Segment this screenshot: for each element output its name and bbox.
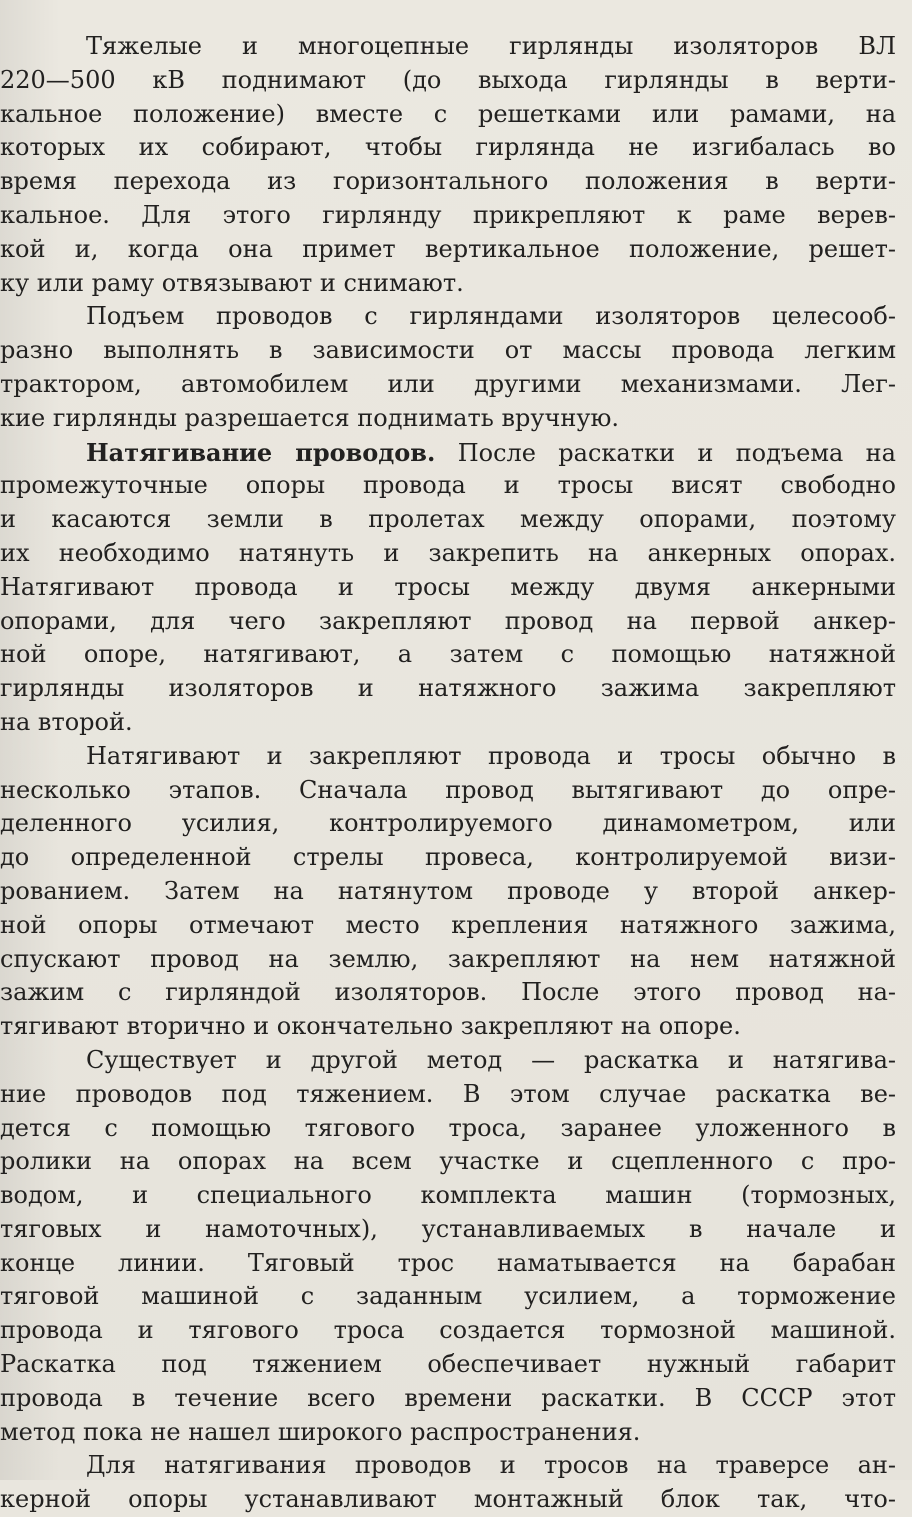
text-line: тяговой машиной с заданным усилием, а торможение (0, 1282, 896, 1311)
text-line: Натягивают провода и тросы между двумя анкерными (0, 572, 896, 601)
text-line: Существует и другой метод — раскатка и натягива- (86, 1045, 896, 1074)
text-line: которых их собирают, чтобы гирлянда не изгибалась во (0, 133, 896, 162)
text-line: 220—500 кВ поднимают (до выхода гирлянды в верти- (0, 65, 896, 94)
text-line: тяговых и намоточных), устанавливаемых в начале и (0, 1214, 896, 1243)
text-line: спускают провод на землю, закрепляют на нем натяжной (0, 944, 896, 973)
text-line: их необходимо натянуть и закрепить на анкерных опорах. (0, 538, 896, 567)
text-line: дется с помощью тягового троса, заранее уложенного в (0, 1113, 896, 1142)
text-line: Для натягивания проводов и тросов на траверсе ан- (86, 1451, 896, 1480)
text-line: кие гирлянды разрешается поднимать вручную. (0, 403, 619, 432)
text-line: кальное положение) вместе с решетками или рамами, на (0, 99, 896, 128)
text-line: промежуточные опоры провода и тросы висят свободно (0, 471, 896, 500)
text-line: ние проводов под тяжением. В этом случае раскатка ве- (0, 1079, 896, 1108)
text-line: разно выполнять в зависимости от массы провода легким (0, 336, 896, 365)
text-line: керной опоры устанавливают монтажный блок так, что- (0, 1485, 896, 1514)
text-line: рованием. Затем на натянутом проводе у второй анкер- (0, 876, 896, 905)
text-line: тягивают вторично и окончательно закрепляют на опоре. (0, 1012, 741, 1041)
text-line: гирлянды изоляторов и натяжного зажима закрепляют (0, 674, 896, 703)
text-line: трактором, автомобилем или другими механизмами. Лег- (0, 369, 896, 398)
text-line: метод пока не нашел широкого распространения. (0, 1417, 641, 1446)
text-line: водом, и специального комплекта машин (тормозных, (0, 1181, 896, 1210)
text-line: Подъем проводов с гирляндами изоляторов целесооб- (86, 302, 896, 331)
text-line: и касаются земли в пролетах между опорами, поэтому (0, 505, 896, 534)
text-line: Раскатка под тяжением обеспечивает нужный габарит (0, 1350, 896, 1379)
text-line: опорами, для чего закрепляют провод на первой анкер- (0, 606, 896, 635)
text-line (0, 436, 896, 470)
text-line: Натягивают и закрепляют провода и тросы обычно в (86, 741, 896, 770)
text-line: деленного усилия, контролируемого динамометром, или (0, 809, 896, 838)
text-line: кальное. Для этого гирлянду прикрепляют к раме верев- (0, 200, 896, 229)
text-line: ной опоре, натягивают, а затем с помощью натяжной (0, 640, 896, 669)
section-heading: Натягивание проводов. (86, 437, 436, 467)
text-line: ролики на опорах на всем участке и сцепленного с про- (0, 1147, 896, 1176)
text-line: кой и, когда она примет вертикальное положение, решет- (0, 234, 896, 263)
text-line: ной опоры отмечают место крепления натяжного зажима, (0, 910, 896, 939)
text-line: провода в течение всего времени раскатки. В СССР этот (0, 1383, 896, 1412)
page-text (0, 30, 896, 1517)
text-line: до определенной стрелы провеса, контролируемой визи- (0, 843, 896, 872)
text-line: время перехода из горизонтального положения в верти- (0, 167, 896, 196)
text-line: на второй. (0, 707, 133, 736)
text-line: зажим с гирляндой изоляторов. После этого провод на- (0, 978, 896, 1007)
text-line: Тяжелые и многоцепные гирлянды изоляторов ВЛ (86, 32, 896, 60)
text-line: провода и тягового троса создается тормозной машиной. (0, 1316, 896, 1345)
text-line: несколько этапов. Сначала провод вытягивают до опре- (0, 775, 896, 804)
text-line: конце линии. Тяговый трос наматывается на барабан (0, 1248, 896, 1277)
text-line: ку или раму отвязывают и снимают. (0, 268, 464, 297)
text-line-continuation: После раскатки и подъема на (457, 438, 896, 467)
